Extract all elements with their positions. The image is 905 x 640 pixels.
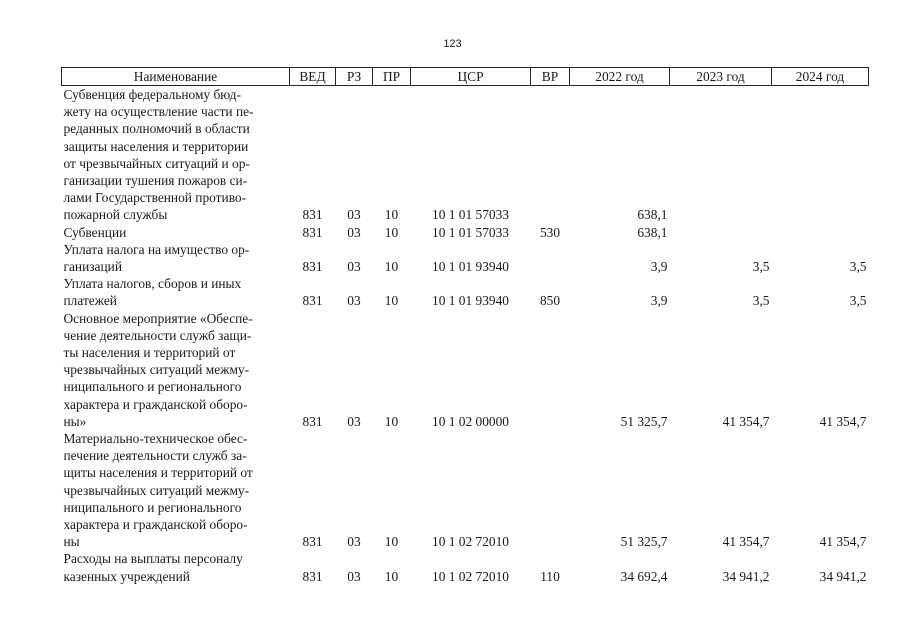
table-row: [62, 310, 869, 430]
cell-name: Основное мероприятие «Обеспе- чение деятельности служб защи- ты населения и территорий от чрезвычайных ситуаций межму- ниципального и регионального характера и гражданской оборо- ны»: [63, 310, 253, 429]
cell-y2022: 638,1: [637, 207, 668, 223]
cell-rz: 03: [347, 224, 361, 240]
cell-csr: 10 1 01 93940: [432, 293, 509, 309]
cell-y2023: 3,5: [752, 293, 770, 309]
cell-rz: 03: [347, 293, 361, 309]
table-row: [62, 275, 869, 309]
cell-rz: 03: [347, 259, 361, 275]
cell-y2024: [772, 86, 869, 224]
cell-y2024: 3,5: [849, 259, 867, 275]
cell-ved: 831: [302, 534, 323, 550]
cell-name: Расходы на выплаты персоналу казенных учреждений: [63, 551, 243, 584]
cell-csr: 10 1 01 93940: [432, 259, 509, 275]
header-ved: ВЕД: [290, 68, 336, 86]
cell-y2023: [670, 86, 772, 224]
cell-ved: 831: [302, 413, 323, 429]
header-2023: 2023 год: [670, 68, 772, 86]
cell-rz: 03: [347, 568, 361, 584]
page-number: 123: [443, 38, 462, 50]
table-row: [62, 550, 869, 584]
header-pr: ПР: [373, 68, 411, 86]
cell-y2023: 3,5: [752, 259, 770, 275]
cell-y2022: 3,9: [650, 293, 668, 309]
cell-ved: 831: [302, 259, 323, 275]
cell-y2024: 41 354,7: [819, 534, 867, 550]
table-row: [62, 86, 869, 224]
cell-pr: 10: [384, 207, 399, 223]
cell-y2022: 3,9: [650, 259, 668, 275]
cell-vr: [531, 310, 570, 430]
cell-y2024: [772, 224, 869, 241]
cell-name: Материально-техническое обес- печение деятельности служб за- щиты населения и территорий от чрезвычайных ситуаций межму- ниципального и регионального характера и гражданской оборо- ны: [63, 431, 253, 550]
table-body: [62, 86, 869, 585]
cell-name: Уплата налога на имущество ор- ганизаций: [63, 241, 250, 275]
cell-y2022: 638,1: [637, 224, 668, 240]
table-row: [62, 241, 869, 275]
cell-ved: 831: [302, 224, 323, 240]
cell-csr: 10 1 01 57033: [432, 207, 509, 223]
cell-vr: [531, 241, 570, 275]
header-csr: ЦСР: [411, 68, 531, 86]
cell-pr: 10: [384, 568, 399, 584]
cell-y2022: 51 325,7: [620, 413, 668, 429]
cell-y2022: 51 325,7: [620, 534, 668, 550]
cell-vr: 110: [540, 568, 560, 584]
header-row: [62, 68, 869, 86]
cell-pr: 10: [384, 224, 399, 240]
cell-csr: 10 1 02 72010: [432, 568, 509, 584]
header-vr: ВР: [531, 68, 570, 86]
cell-ved: 831: [302, 568, 323, 584]
cell-y2023: 34 941,2: [722, 568, 770, 584]
cell-vr: 850: [539, 293, 561, 309]
cell-name: Субвенции: [63, 224, 127, 240]
header-name: Наименование: [62, 68, 290, 86]
cell-y2023: 41 354,7: [722, 413, 770, 429]
cell-y2023: [670, 224, 772, 241]
header-2022: 2022 год: [570, 68, 670, 86]
cell-name: Субвенция федеральному бюд- жету на осуществление части пе- реданных полномочий в области защиты населения и территории от чрезвычайных ситуаций и ор- ганизации тушения пожаров си- лами Государственной противо- пожарной службы: [63, 87, 254, 223]
cell-y2024: 3,5: [849, 293, 867, 309]
header-rz: РЗ: [336, 68, 373, 86]
table-row: [62, 430, 869, 550]
cell-vr: 530: [539, 224, 561, 240]
cell-y2023: 41 354,7: [722, 534, 770, 550]
cell-rz: 03: [347, 207, 361, 223]
cell-y2022: 34 692,4: [620, 568, 668, 584]
cell-y2024: 34 941,2: [819, 568, 867, 584]
cell-csr: 10 1 01 57033: [432, 224, 509, 240]
cell-y2024: 41 354,7: [819, 413, 867, 429]
table-header: [62, 68, 869, 86]
cell-pr: 10: [384, 534, 399, 550]
cell-pr: 10: [384, 413, 399, 429]
cell-pr: 10: [384, 293, 399, 309]
cell-ved: 831: [302, 207, 323, 223]
cell-ved: 831: [302, 293, 323, 309]
table-row: [62, 224, 869, 241]
cell-vr: [531, 86, 570, 224]
cell-csr: 10 1 02 00000: [432, 413, 509, 429]
header-2024: 2024 год: [772, 68, 869, 86]
cell-rz: 03: [347, 413, 361, 429]
cell-pr: 10: [384, 259, 399, 275]
cell-vr: [531, 430, 570, 550]
budget-table: [61, 67, 869, 585]
cell-rz: 03: [347, 534, 361, 550]
cell-name: Уплата налогов, сборов и иных платежей: [63, 276, 242, 309]
cell-csr: 10 1 02 72010: [432, 534, 509, 550]
